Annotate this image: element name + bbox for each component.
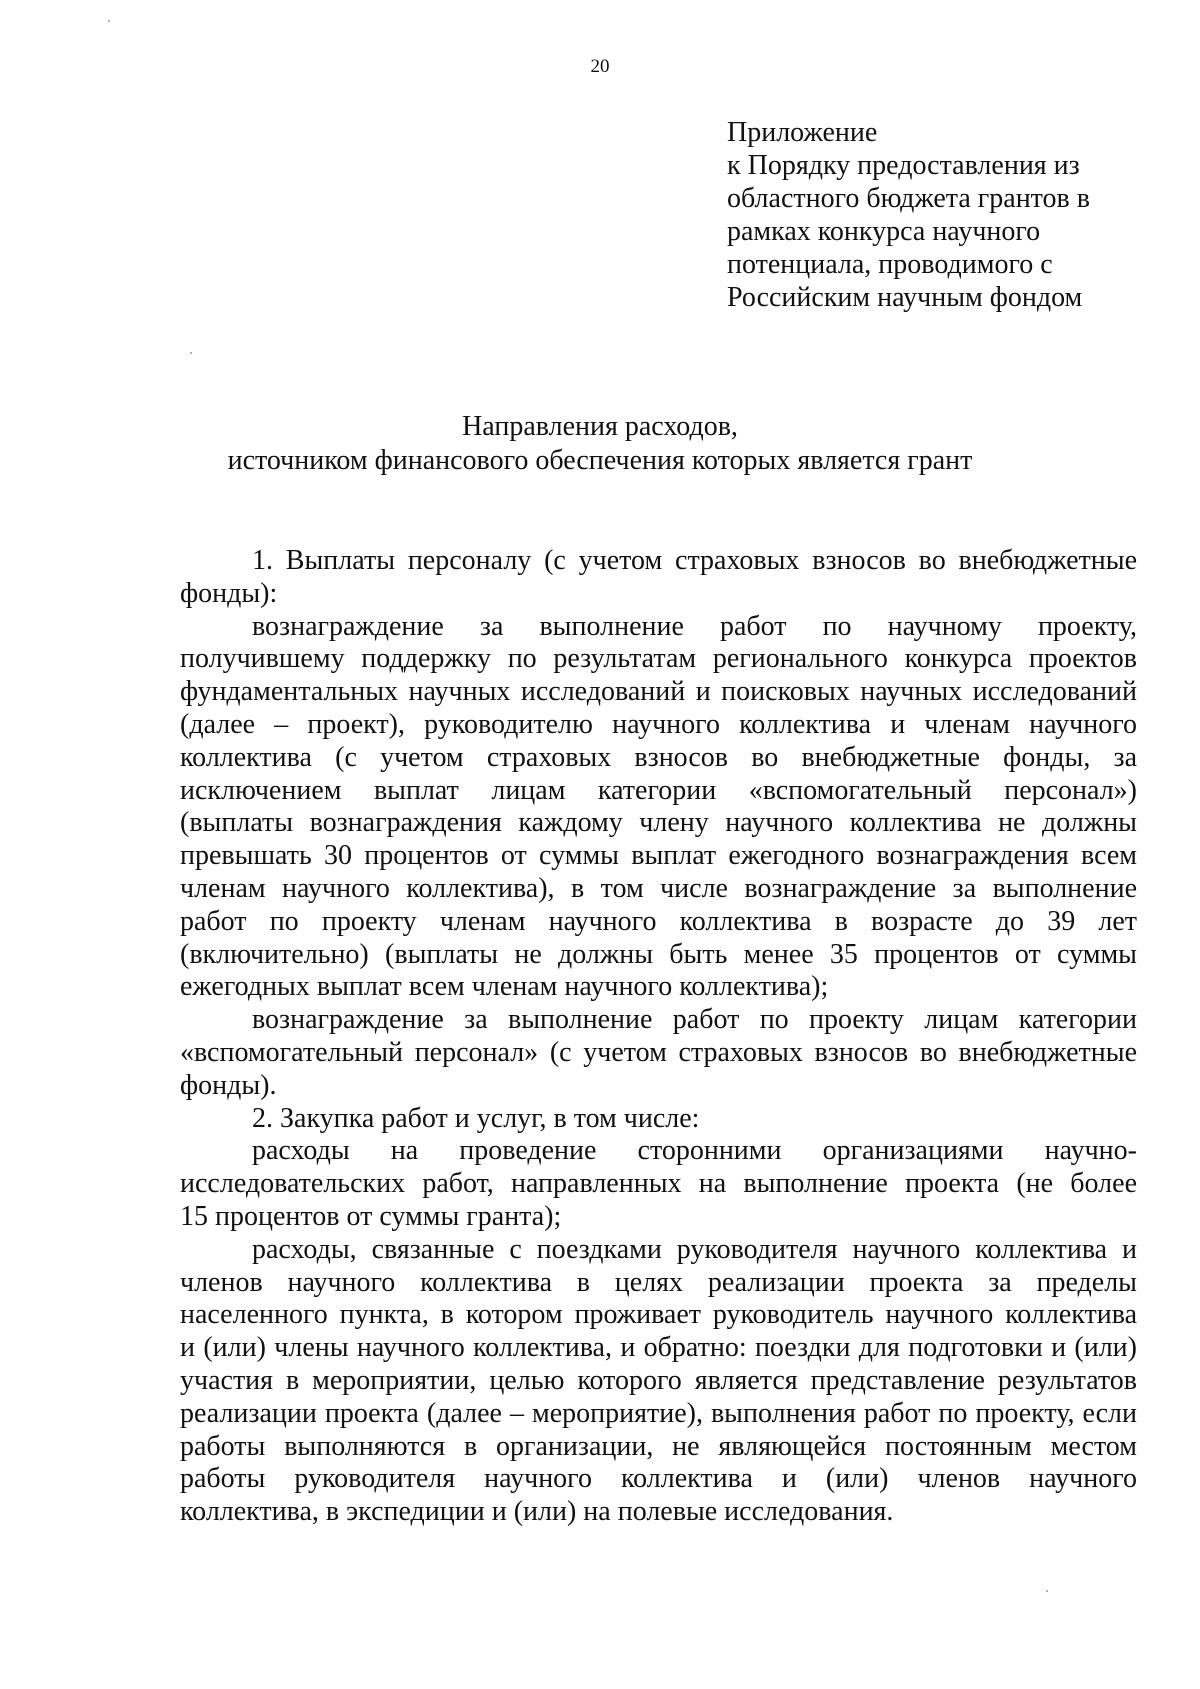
body-line: членам научного коллектива), в том числе вознаграждение за выполнение — [180, 872, 1137, 904]
body-line: фонды). — [180, 1069, 277, 1101]
body-line: членов научного коллектива в целях реализации проекта за пределы — [180, 1266, 1137, 1298]
body-line: (далее – проект), руководителю научного коллектива и членам научного — [180, 708, 1137, 740]
body-line: вознаграждение за выполнение работ по проекту лицам категории — [252, 1004, 1137, 1036]
scan-speck — [108, 20, 110, 22]
section-2-title: 2. Закупка работ и услуг, в том числе: — [252, 1102, 700, 1134]
document-heading — [0, 410, 1200, 478]
body-line: работы выполняются в организации, не являющейся постоянным местом — [180, 1430, 1137, 1462]
scan-speck — [190, 352, 192, 354]
body-line: населенного пункта, в котором проживает руководитель научного коллектива — [180, 1299, 1137, 1331]
page-number: 20 — [590, 56, 610, 77]
body-line: расходы, связанные с поездками руководителя научного коллектива и — [252, 1233, 1137, 1265]
heading-line-1: Направления расходов, — [462, 411, 738, 442]
scan-speck — [1046, 1590, 1048, 1592]
body-line: ежегодных выплат всем членам научного коллектива); — [180, 971, 829, 1003]
body-line: реализации проекта (далее – мероприятие), выполнения работ по проекту, если — [180, 1397, 1137, 1429]
body-line: и (или) члены научного коллектива, и обратно: поездки для подготовки и (или) — [180, 1332, 1137, 1364]
heading-line-2: источником финансового обеспечения которых является грант — [227, 445, 973, 476]
body-line: участия в мероприятии, целью которого является представление результатов — [180, 1364, 1137, 1396]
body-line: превышать 30 процентов от суммы выплат ежегодного вознаграждения всем — [180, 840, 1137, 872]
body-line: (включительно) (выплаты не должны быть менее 35 процентов от суммы — [180, 938, 1137, 970]
body-line: работы руководителя научного коллектива и (или) членов научного — [180, 1463, 1137, 1495]
body-line: вознаграждение за выполнение работ по научному проекту, — [252, 610, 1137, 642]
appendix-line: Приложение — [727, 117, 878, 148]
appendix-line: областного бюджета грантов в — [727, 183, 1090, 214]
body-line: 15 процентов от суммы гранта); — [180, 1200, 562, 1232]
body-line: «вспомогательный персонал» (с учетом страховых взносов во внебюджетные — [180, 1036, 1137, 1068]
body-line: расходы на проведение сторонними организациями научно- — [252, 1135, 1137, 1167]
appendix-line: к Порядку предоставления из — [727, 150, 1080, 181]
body-line: исследовательских работ, направленных на выполнение проекта (не более — [180, 1168, 1137, 1200]
body-line: получившему поддержку по результатам регионального конкурса проектов — [180, 643, 1137, 675]
section-1-title: 1. Выплаты персоналу (с учетом страховых взносов во внебюджетные — [252, 545, 1137, 576]
body-line: фонды): — [180, 577, 278, 609]
appendix-line: рамках конкурса научного — [727, 216, 1041, 247]
body-line: коллектива (с учетом страховых взносов во внебюджетные фонды, за — [180, 741, 1137, 773]
body-line: фундаментальных научных исследований и поисковых научных исследований — [180, 676, 1137, 708]
document-body — [180, 545, 1137, 1529]
body-line: коллектива, в экспедиции и (или) на полевые исследования. — [180, 1496, 894, 1528]
appendix-line: Российским научным фондом — [727, 282, 1083, 313]
appendix-header — [727, 116, 1167, 314]
body-line: исключением выплат лицам категории «вспомогательный персонал») — [180, 774, 1137, 806]
body-line: работ по проекту членам научного коллектива в возрасте до 39 лет — [180, 905, 1137, 937]
body-line: (выплаты вознаграждения каждому члену научного коллектива не должны — [180, 807, 1137, 839]
appendix-line: потенциала, проводимого с — [727, 249, 1053, 280]
